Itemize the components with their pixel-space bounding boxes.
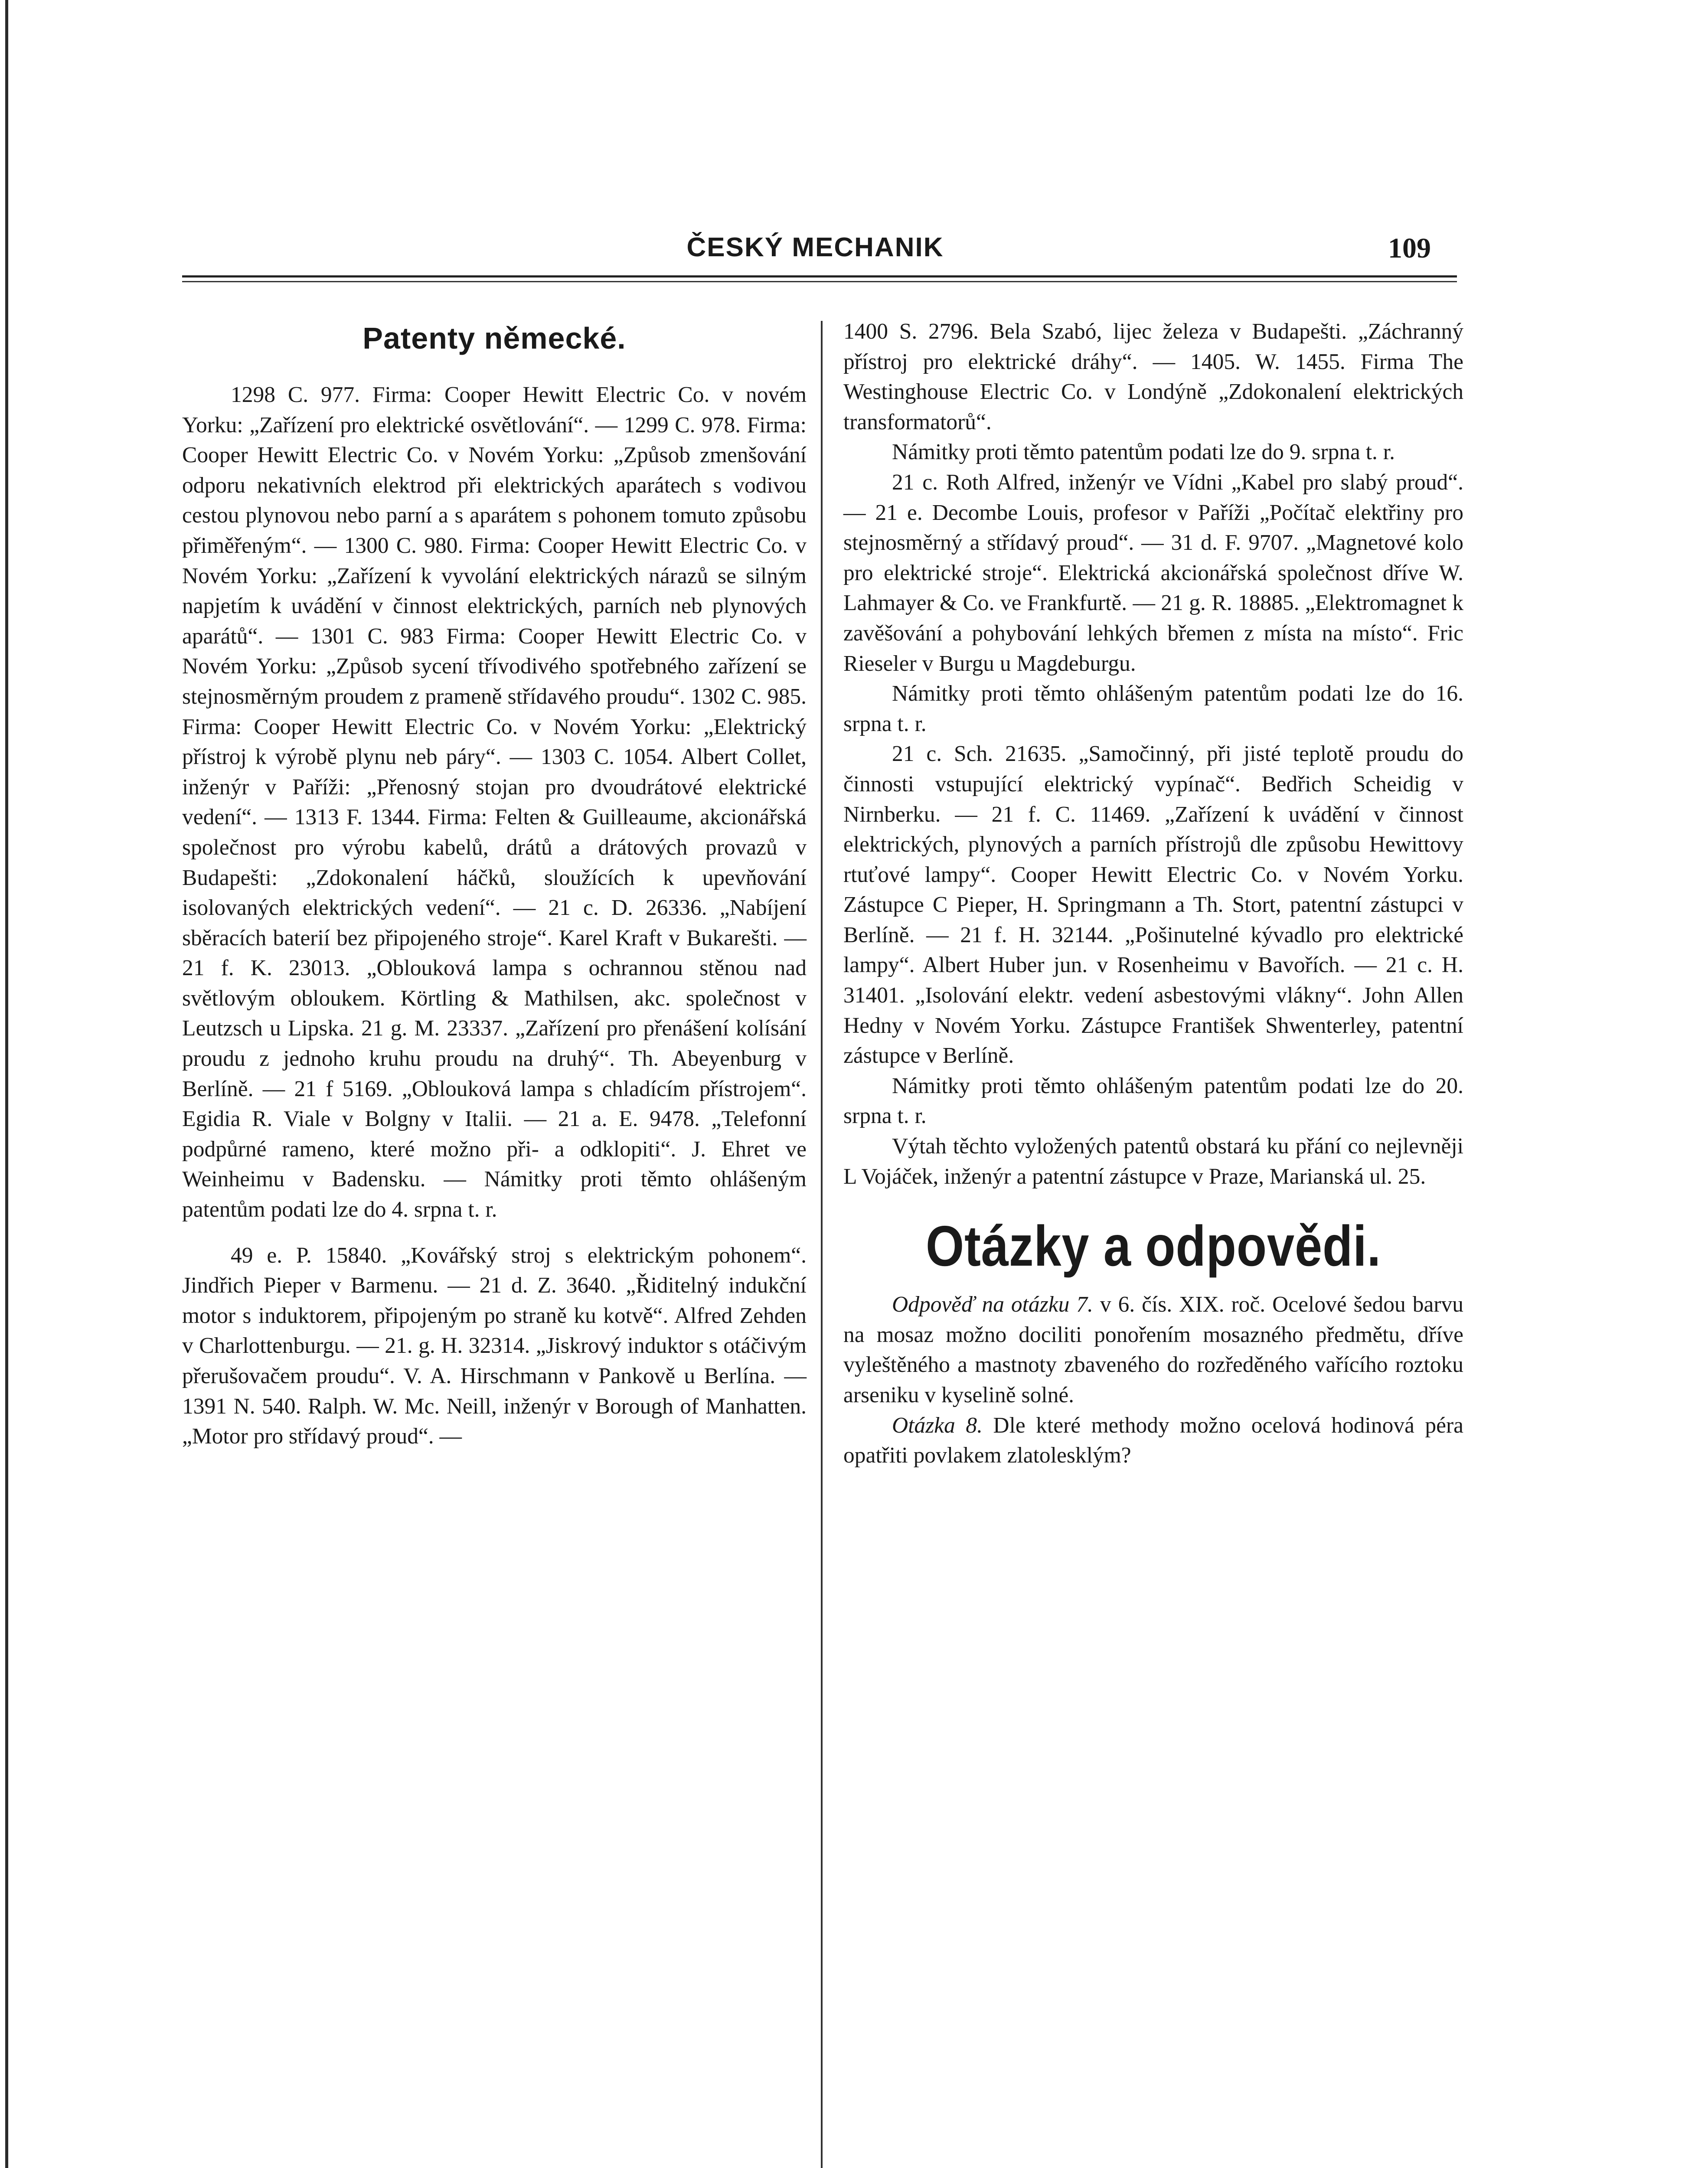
header-rule-thin [182,281,1457,282]
answer-text: v 6. čís. XIX. roč. Ocelové šedou barvu na mosaz možno dociliti ponořením mosazného předmětu, dříve vyleštěného a mastnoty zbaveného do rozředěného vařícího roztoku arseniku v kyselině solné. [843,1292,1463,1407]
page-number: 109 [1388,232,1431,264]
section-title-patents: Patenty německé. [363,321,626,355]
patent-paragraph: 1400 S. 2796. Bela Szabó, lijec železa v Budapešti. „Záchranný přístroj pro elektrické dráhy“. — 1405. W. 1455. Firma The Westinghouse Electric Co. v Londýně „Zdokonalení elektrických transformatorů“. [843,319,1463,434]
right-column [843,317,1463,1471]
objection-notice: Námitky proti těmto ohlášeným patentům podati lze do 20. srpna t. r. [843,1073,1463,1129]
column-divider [821,321,823,2168]
left-column [182,317,807,1452]
header-rule-thick [182,275,1457,278]
patent-paragraph: 1298 C. 977. Firma: Cooper Hewitt Electric Co. v novém Yorku: „Zařízení pro elektrické osvětlování“. — 1299 C. 978. Firma: Cooper Hewitt Electric Co. v Novém Yorku: „Způsob zmenšování odporu nekativních elektrod při elektrických aparátech s vodivou cestou plynovou nebo parní a s aparátem s pohonem tomuto způsobu přiměřeným“. — 1300 C. 980. Firma: Cooper Hewitt Electric Co. v Novém Yorku: „Zařízení k vyvolání elektrických nárazů se silným napjetím k uvádění v činnost elektrických, parních neb plynových aparátů“. — 1301 C. 983 Firma: Cooper Hewitt Electric Co. v Novém Yorku: „Způsob sycení třívodivého spotřebného zařízení se stejnosměrným proudem z prameně střídavého proudu“. 1302 C. 985. Firma: Cooper Hewitt Electric Co. v Novém Yorku: „Elektrický přístroj k výrobě plynu neb páry“. — 1303 C. 1054. Albert Collet, inženýr v Paříži: „Přenosný stojan pro dvoudrátové elektrické vedení“. — 1313 F. 1344. Firma: Felten & Guilleaume, akcionářská společnost pro výrobu kabelů, drátů a drátových provazů v Budapešti: „Zdokonalení háčků, sloužících k upevňování isolovaných elektrických vedení“. — 21 c. D. 26336. „Nabíjení sběracích baterií bez připojeného stroje“. Karel Kraft v Bukarešti. — 21 f. K. 23013. „Oblouková lampa s ochrannou stěnou nad světlovým obloukem. Körtling & Mathilsen, akc. společnost v Leutzsch u Lipska. 21 g. M. 23337. „Zařízení pro přenášení kolísání proudu z jednoho kruhu proudu na druhý“. Th. Abeyenburg v Berlíně. — 21 f 5169. „Oblouková lampa s chladícím přístrojem“. Egidia R. Viale v Bolgny v Italii. — 21 a. E. 9478. „Telefonní podpůrné rameno, které možno při- a odklopiti“. J. Ehret ve Weinheimu v Badensku. — Námitky proti těmto ohlášeným patentům podati lze do 4. srpna t. r. [182,382,807,1222]
patent-paragraph: 21 c. Roth Alfred, inženýr ve Vídni „Kabel pro slabý proud“. — 21 e. Decombe Louis, profesor v Paříži „Počítač elektřiny pro stejnosměrný a střídavý proud“. — 31 d. F. 9707. „Magnetové kolo pro elektrické stroje“. Elektrická akcionářská společnost dříve W. Lahmayer & Co. ve Frankfurtě. — 21 g. R. 18885. „Elektromagnet k zavěšování a pohybování lehkých břemen z místa na místo“. Fric Rieseler v Burgu u Magdeburgu. [843,470,1463,676]
patent-paragraph: 21 c. Sch. 21635. „Samočinný, při jisté teplotě proudu do činnosti vstupující elektrický vypínač“. Bedřich Scheidig v Nirnberku. — 21 f. C. 11469. „Zařízení k uvádění v činnost elektrických, plynových a parních přístrojů dle způsobu Hewittovy rtuťové lampy“. Cooper Hewitt Electric Co. v Novém Yorku. Zástupce C Pieper, H. Springmann a Th. Stort, patentní zástupci v Berlíně. — 21 f. H. 32144. „Pošinutelné kývadlo pro elektrické lampy“. Albert Huber jun. v Rosenheimu v Bavořích. — 21 c. H. 31401. „Isolování elektr. vedení asbestovými vlákny“. John Allen Hedny v Novém Yorku. Zástupce František Shwenterley, patentní zástupce v Berlíně. [843,741,1463,1068]
page-left-edge-shadow [5,0,8,2168]
service-notice: Výtah těchto vyložených patentů obstará ku přání co nejlevněji L Vojáček, inženýr a patentní zástupce v Praze, Marianská ul. 25. [843,1134,1463,1189]
answer-paragraph [843,1290,1463,1410]
patent-paragraph: 49 e. P. 15840. „Kovářský stroj s elektrickým pohonem“. Jindřich Pieper v Barmenu. — 21 d. Z. 3640. „Řiditelný indukční motor s induktorem, připojeným po straně ku kotvě“. Alfred Zehden v Charlottenburgu. — 21. g. H. 32314. „Jiskrový induktor s otáčivým přerušovačem proudu“. V. A. Hirschmann v Pankově u Berlína. — 1391 N. 540. Ralph. W. Mc. Neill, inženýr v Borough of Manhatten. „Motor pro střídavý proud“. — [182,1243,807,1449]
question-paragraph [843,1411,1463,1471]
section-title-qa: Otázky a odpovědi. [925,1214,1381,1278]
objection-notice: Námitky proti těmto ohlášeným patentům podati lze do 16. srpna t. r. [843,681,1463,736]
running-title: ČESKÝ MECHANIK [686,232,944,262]
answer-label: Odpověď na otázku 7. [892,1292,1093,1317]
objection-notice: Námitky proti těmto patentům podati lze do 9. srpna t. r. [892,440,1395,465]
page-header [173,232,1457,267]
question-text: Dle které methody možno ocelová hodinová péra opatřiti povlakem zlatolesklým? [843,1413,1463,1468]
question-label: Otázka 8. [892,1413,983,1438]
